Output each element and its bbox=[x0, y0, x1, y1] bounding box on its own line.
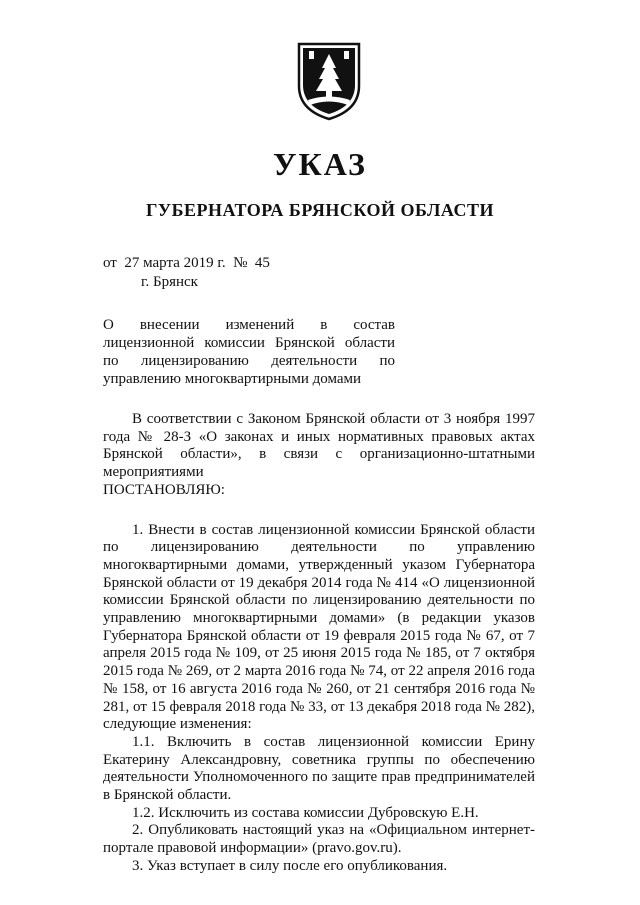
document-subject: О внесении изменений в состав лицензионной комиссии Брянской области по лицензированию деятельности по управлению многоквартирными домами bbox=[103, 317, 395, 387]
issue-city: г. Брянск bbox=[141, 274, 198, 290]
preamble-paragraph: В соответствии с Законом Брянской области от 3 ноября 1997 года № 28-З «О законах и иных нормативных правовых актах Брянской области», в связи с организационно-штатными мероприятиями bbox=[103, 411, 535, 481]
paragraph-1: 1. Внести в состав лицензионной комиссии Брянской области по лицензированию деятельности по управлению многоквартирными домами, утвержденный указом Губернатора Брянской области от 19 декабря 2014 года № 414 «О лицензионной комиссии Брянской области по лицензированию деятельности по управлению многоквартирными домами» (в редакции указов Губернатора Брянской области от 19 февраля 2015 года № 67, от 7 апреля 2015 года № 109, от 25 июня 2015 года № 185, от 7 октября 2015 года № 269, от 2 марта 2016 года № 74, от 22 апреля 2016 года № 158, от 16 августа 2016 года № 260, от 21 сентября 2016 года № 281, от 15 февраля 2018 года № 33, от 13 декабря 2018 года № 282), следующие изменения: bbox=[103, 521, 535, 733]
bryansk-coat-of-arms-icon bbox=[295, 40, 363, 122]
paragraph-1-2: 1.2. Исключить из состава комиссии Дубровскую Е.Н. bbox=[132, 804, 479, 821]
document-title: УКАЗ bbox=[273, 146, 367, 182]
document-issuer: ГУБЕРНАТОРА БРЯНСКОЙ ОБЛАСТИ bbox=[145, 200, 495, 220]
document-meta bbox=[103, 254, 270, 292]
paragraph-3: 3. Указ вступает в силу после его опубликования. bbox=[132, 857, 448, 874]
document-body bbox=[103, 411, 535, 876]
decree-word: ПОСТАНОВЛЯЮ: bbox=[103, 481, 225, 498]
date-number-line: от 27 марта 2019 г. № 45 bbox=[103, 255, 270, 271]
paragraph-1-1: 1.1. Включить в состав лицензионной комиссии Ерину Екатерину Александровну, советника группы по обеспечению деятельности Уполномоченного по защите прав предпринимателей в Брянской области. bbox=[103, 733, 535, 804]
paragraph-2: 2. Опубликовать настоящий указ на «Официальном интернет-портале правовой информации» (pravo.gov.ru). bbox=[103, 822, 535, 857]
